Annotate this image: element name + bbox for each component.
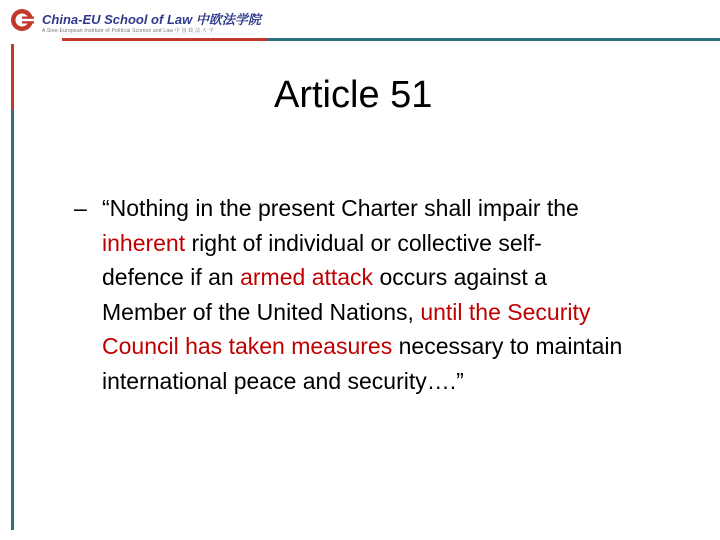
quote-line [74,260,694,295]
logo-title: China-EU School of Law 中欧法学院 [42,12,261,27]
quote-line [74,191,694,226]
left-divider-red [11,44,14,110]
quote-text: “Nothing in the present Charter shall impair the [102,195,579,221]
highlight-council-measures: Council has taken measures [102,333,393,359]
top-divider-red [62,38,267,41]
quote-text: occurs against a [373,264,547,290]
quote-text: necessary to maintain [392,333,623,359]
quote-text: right of individual or collective self- [185,229,542,256]
highlight-armed-attack: armed attack [240,264,374,290]
highlight-inherent: inherent [102,229,186,256]
highlight-until-security: until the Security [420,298,591,325]
quote-line [74,364,694,399]
quote-text: Member of the United Nations, [102,298,421,325]
left-divider-teal [11,110,14,530]
quote-line [74,295,694,330]
logo-subtitle: A Sino-European Institute of Political Science and Law 中 国 政 法 大 学 [42,28,214,34]
quote-text: defence if an [102,264,241,290]
quote-line [74,226,694,261]
logo-emblem-icon [10,8,34,32]
school-logo [8,6,261,36]
top-divider-teal [267,38,720,41]
bullet-dash: – [74,195,87,221]
slide-title: Article 51 [274,74,433,116]
quote-text: international peace and security….” [102,367,464,394]
quote-line [74,329,694,364]
quote-bullet [74,191,694,398]
